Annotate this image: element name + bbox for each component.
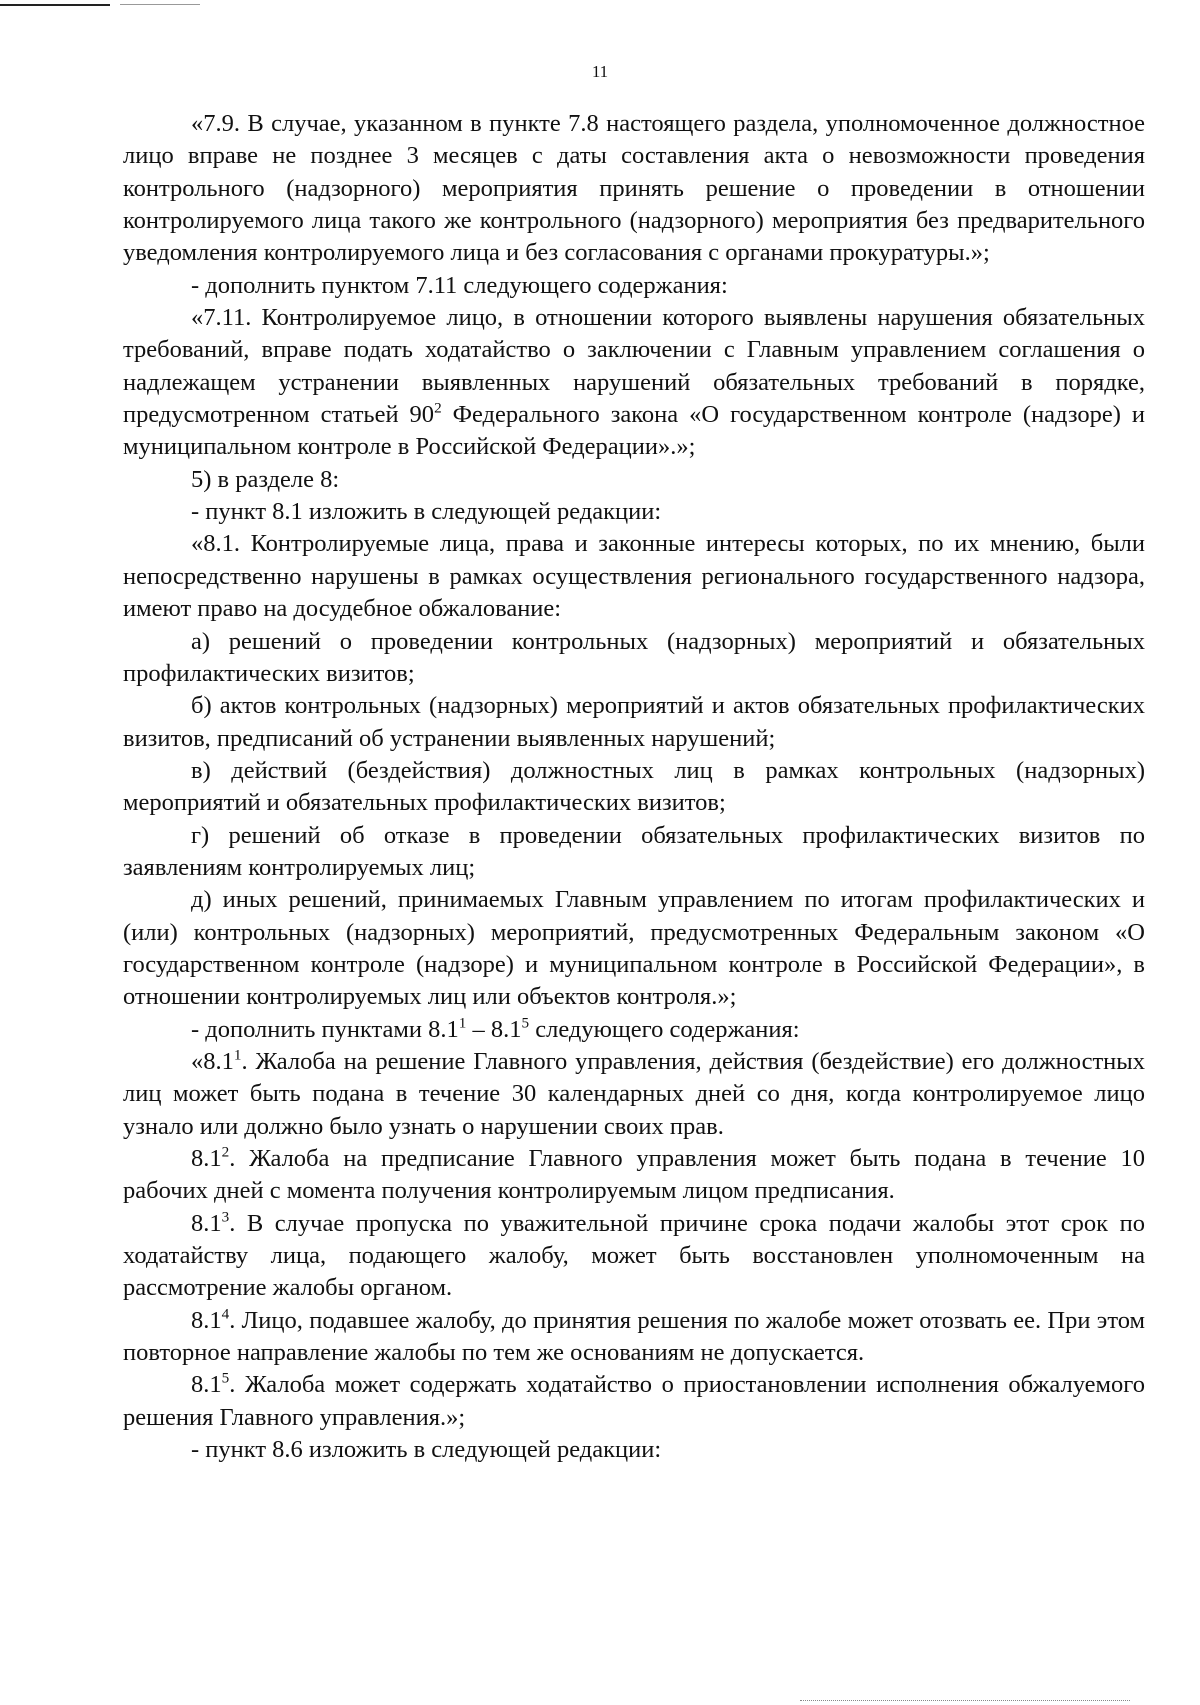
paragraph-add-7-11: - дополнить пунктом 7.11 следующего содержания: <box>191 271 728 299</box>
superscript: 5 <box>521 1014 530 1032</box>
paragraph-7-9: «7.9. В случае, указанном в пункте 7.8 настоящего раздела, уполномоченное должностное лицо вправе не позднее 3 месяцев с даты составления акта о невозможности проведения контрольного (надзорного) мероприятия принять решение о проведении в отношении контролируемого лица такого же контрольного (надзорного) мероприятия без предварительного уведомления контролируемого лица и без согласования с органами прокуратуры.»; <box>123 110 1145 267</box>
superscript: 4 <box>221 1305 230 1323</box>
superscript: 5 <box>221 1370 230 1387</box>
paragraph-8-1-2: $8.1^2$. Жалоба на предписание Главного управления может быть подана в течение 10 рабочих дней с момента получения контролируемым лицом предписания. <box>123 1143 1145 1205</box>
paragraph-add-8-1-points: - дополнить пунктами $8.1^1 - 8.1^5$ следующего содержания: <box>191 1014 800 1043</box>
paragraph-section-8: 5) в разделе 8: <box>191 465 340 493</box>
scan-edge-mark-bottom <box>800 1700 1130 1701</box>
paragraph-8-1-5: $8.1^5$. Жалоба может содержать ходатайство о приостановлении исполнения обжалуемого решения Главного управления.»; <box>123 1370 1145 1431</box>
superscript: 1 <box>458 1014 467 1032</box>
superscript: 2 <box>434 399 442 417</box>
list-item-b: б) актов контрольных (надзорных) мероприятий и актов обязательных профилактических визитов, предписаний об устранении выявленных нарушений; <box>123 692 1145 752</box>
scan-edge-mark-faint <box>120 4 200 5</box>
superscript: 2 <box>221 1143 230 1161</box>
list-item-v: в) действий (бездействия) должностных лиц в рамках контрольных (надзорных) мероприятий и обязательных профилактических визитов; <box>123 756 1145 817</box>
paragraph-8-1-intro: - пункт 8.1 изложить в следующей редакции: <box>191 498 662 526</box>
paragraph-8-1-4: $8.1^4$. Лицо, подавшее жалобу, до принятия решения по жалобе может отозвать ее. При этом повторное направление жалобы по тем же основаниям не допускается. <box>123 1305 1145 1367</box>
document-body <box>123 108 1145 1466</box>
paragraph-8-1: «8.1. Контролируемые лица, права и законные интересы которых, по их мнению, были непосредственно нарушены в рамках осуществления регионального государственного надзора, имеют право на досудебное обжалование: <box>123 530 1145 623</box>
scan-edge-mark <box>0 4 110 6</box>
superscript: 3 <box>221 1208 230 1226</box>
paragraph-8-6-intro: - пункт 8.6 изложить в следующей редакции: <box>191 1436 662 1464</box>
superscript: 1 <box>233 1046 242 1064</box>
paragraph-7-11: «7.11. Контролируемое лицо, в отношении которого выявлены нарушения обязательных требований, вправе подать ходатайство о заключении с Главным управлением соглашения о надлежащем устранении выявленных нарушений обязательных требований в порядке, предусмотренном статьей $90^2$ Федерального закона «О государственном контроле (надзоре) и муниципальном контроле в Российской Федерации».»; <box>123 304 1145 461</box>
list-item-a: а) решений о проведении контрольных (надзорных) мероприятий и обязательных профилактических визитов; <box>123 627 1145 687</box>
paragraph-8-1-3: $8.1^3$. В случае пропуска по уважительной причине срока подачи жалобы этот срок по ходатайству лица, подающего жалобу, может быть восстановлен уполномоченным на рассмотрение жалобы органом. <box>123 1208 1145 1302</box>
page-number: 11 <box>591 62 609 81</box>
list-item-d: д) иных решений, принимаемых Главным управлением по итогам профилактических и (или) контрольных (надзорных) мероприятий, предусмотренных Федеральным законом «О государственном контроле (надзоре) и муниципальном контроле в Российской Федерации», в отношении контролируемых лиц или объектов контроля.»; <box>123 886 1145 1011</box>
list-item-g: г) решений об отказе в проведении обязательных профилактических визитов по заявлениям контролируемых лиц; <box>123 821 1145 881</box>
paragraph-8-1-1: «$8.1^1$. Жалоба на решение Главного управления, действия (бездействие) его должностных лиц может быть подана в течение 30 календарных дней со дня, когда контролируемое лицо узнало или должно было узнать о нарушении своих прав. <box>123 1046 1145 1140</box>
